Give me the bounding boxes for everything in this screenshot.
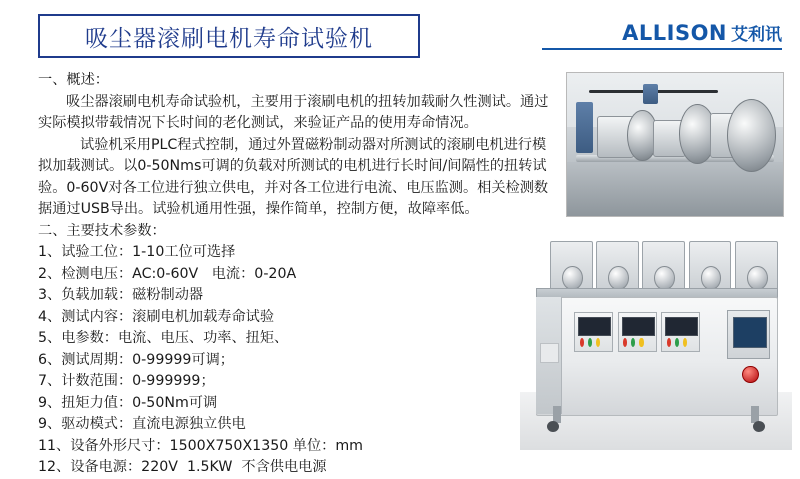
indicator-green xyxy=(631,338,635,346)
logo-chinese-text: 艾利讯 xyxy=(731,25,782,45)
body-content xyxy=(38,70,558,479)
station-knob xyxy=(562,266,583,290)
logo-underline-divider xyxy=(542,48,782,50)
station-knob xyxy=(654,266,675,290)
full-machine-photo xyxy=(520,228,792,450)
hmi-screen xyxy=(733,317,768,348)
machine-meter-panel-1 xyxy=(574,312,613,352)
spec-item: 9、驱动模式：直流电源独立供电 xyxy=(38,416,246,432)
machine-station-4 xyxy=(689,241,732,294)
spec-item: 12、设备电源：220V 1.5KW 不含供电电源 xyxy=(38,459,327,475)
spec-item: 3、负载加载：磁粉制动器 xyxy=(38,287,204,303)
machine-station-5 xyxy=(735,241,778,294)
motor-test-rig-closeup-photo xyxy=(566,72,784,217)
company-logo xyxy=(622,20,782,45)
machine-station-1 xyxy=(550,241,593,294)
indicator-yellow xyxy=(596,338,600,346)
machine-caster-right xyxy=(753,421,765,432)
indicator-yellow xyxy=(683,338,687,346)
spec-item: 7、计数范围：0-999999； xyxy=(38,373,215,389)
machine-station-3 xyxy=(642,241,685,294)
machine-hmi-touchscreen xyxy=(727,310,770,359)
machine-meter-panel-2 xyxy=(618,312,657,352)
machine-nameplate xyxy=(540,343,558,363)
photo-blue-fixture xyxy=(576,102,593,153)
indicator-green xyxy=(588,338,592,346)
overview-paragraph-2: 试验机采用PLC程式控制，通过外置磁粉制动器对所测试的滚刷电机进行模拟加载测试。以0-50Nms可调的负载对所测试的电机进行长时间/间隔性的扭转试验。0-60V对各工位进行独立供电，并对各工位进行电流、电压监测。相关检测数据通过USB导出。试验机通用性强，操作简单，控制方便，故障率低。 xyxy=(38,136,549,217)
spec-item: 11、设备外形尺寸：1500X750X1350 单位：mm xyxy=(38,437,363,454)
meter-screen xyxy=(665,317,698,336)
spec-item: 1、试验工位：1-10工位可选择 xyxy=(38,244,236,260)
specs-heading: 二、主要技术参数： xyxy=(38,222,166,239)
indicator-red xyxy=(667,338,671,346)
overview-heading: 一、概述： xyxy=(38,72,109,88)
spec-item: 6、测试周期：0-99999可调； xyxy=(38,351,234,368)
station-knob xyxy=(701,266,722,290)
title-box xyxy=(38,14,420,58)
spec-item: 4、测试内容：滚刷电机加载寿命试验 xyxy=(38,308,275,325)
page-title: 吸尘器滚刷电机寿命试验机 xyxy=(85,25,373,52)
machine-station-2 xyxy=(596,241,639,294)
meter-screen xyxy=(578,317,611,336)
photo-disc-3 xyxy=(727,99,777,173)
meter-screen xyxy=(622,317,655,336)
indicator-yellow xyxy=(639,338,643,346)
indicator-red xyxy=(623,338,627,346)
spec-item: 9、扭矩力值：0-50Nm可调 xyxy=(38,394,218,411)
indicator-green xyxy=(675,338,679,346)
spec-item: 5、电参数：电流、电压、功率、扭矩、 xyxy=(38,330,289,346)
photo-blue-bracket xyxy=(643,84,658,104)
station-knob xyxy=(608,266,629,290)
indicator-red xyxy=(580,338,584,346)
machine-meter-panel-3 xyxy=(661,312,700,352)
overview-paragraph-1: 吸尘器滚刷电机寿命试验机，主要用于滚刷电机的扭转加载耐久性测试。通过实际模拟带载情况下长时间的老化测试，来验证产品的使用寿命情况。 xyxy=(38,93,549,131)
station-knob xyxy=(747,266,768,290)
logo-english-text: ALLISON xyxy=(622,21,727,45)
spec-item: 2、检测电压：AC:0-60V 电流：0-20A xyxy=(38,265,297,282)
